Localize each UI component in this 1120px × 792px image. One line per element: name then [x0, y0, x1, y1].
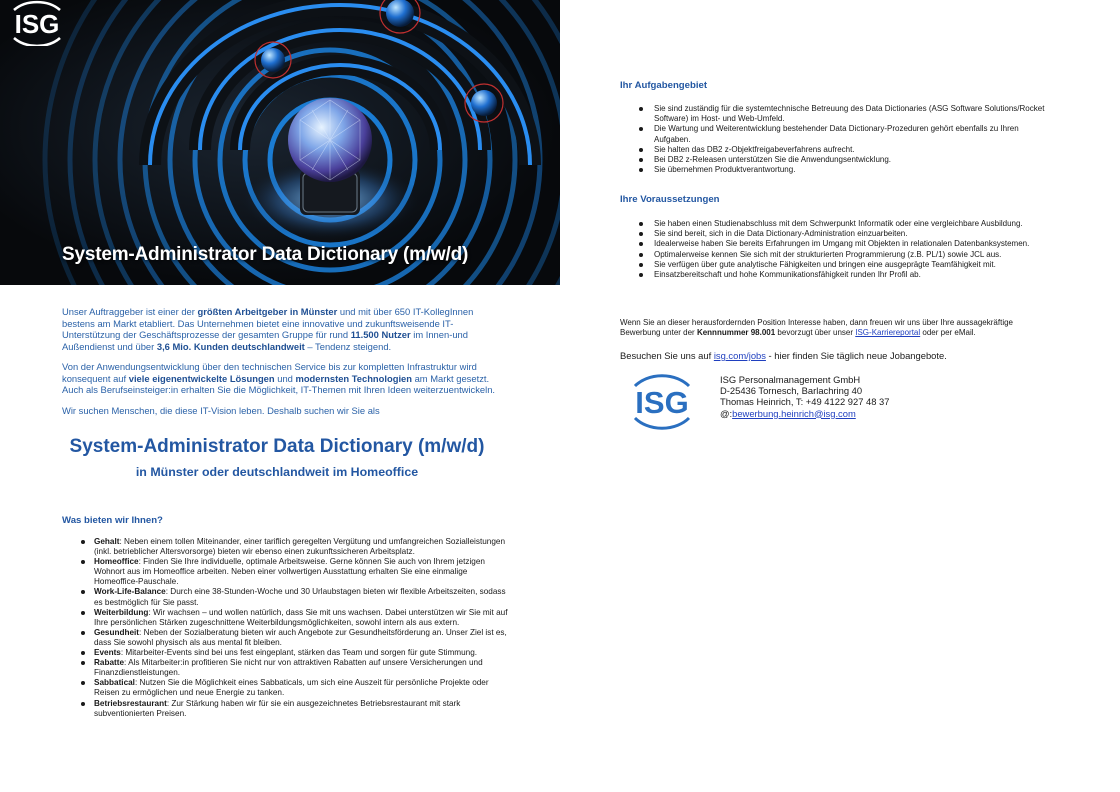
benefit-text: : Wir wachsen – und wollen natürlich, dass Sie mit uns wachsen. Dabei unterstützen wir Sie mit auf Ihre persönlichen Stärken zugeschnittene Weiterbildungsmöglichkeiten, sowohl intern als aus extern.	[94, 607, 508, 627]
benefit-label: Rabatte	[94, 658, 125, 668]
benefit-label: Homeoffice	[94, 557, 139, 567]
contact-email-link[interactable]: bewerbung.heinrich@isg.com	[732, 407, 856, 419]
benefit-text: : Als Mitarbeiter:in profitieren Sie nicht nur von attraktiven Rabatten auf unsere Versicherungen und Finanzdienstleistungen.	[94, 658, 483, 678]
highlight-text: viele eigenentwickelte Lösungen	[128, 372, 275, 384]
requirement-item: Idealerweise haben Sie bereits Erfahrungen im Umgang mit Objekten in relationalen Datenbanksystemen.	[638, 239, 1053, 249]
isg-logo-white	[0, 0, 74, 46]
intro-paragraph-2	[62, 361, 507, 396]
highlight-text: modernsten Technologien	[295, 372, 412, 384]
benefit-text: : Durch eine 38-Stunden-Woche und 30 Urlaubstagen bieten wir flexible Arbeitszeiten, sodass es bestmöglich für Sie passt.	[94, 587, 506, 607]
benefit-text: : Mitarbeiter-Events sind bei uns fest eingeplant, stärken das Team und sorgen für gute Stimmung.	[120, 648, 478, 658]
benefit-item	[80, 557, 510, 587]
contact-company: ISG Personalmanagement GmbH	[720, 374, 861, 385]
benefit-item	[80, 537, 510, 557]
benefit-text: : Finden Sie Ihre individuelle, optimale Arbeitsweise. Gerne können Sie auch von Ihrem jetzigen Wohnort aus im Homeoffice arbeiten. Neben einer vollwertigen Ausstattung erhalten Sie eine einmalige Homeoffice-Pauschale.	[94, 557, 485, 587]
highlight-text: 11.500 Nutzer	[350, 329, 411, 341]
requirement-item: Sie verfügen über gute analytische Fähigkeiten und bringen eine ausgeprägte Teamfähigkeit mit.	[638, 260, 1053, 270]
contact-email-line	[720, 408, 889, 419]
benefit-text: : Nutzen Sie die Möglichkeit eines Sabbaticals, um sich eine Auszeit für persönliche Projekte oder Reisen zu ermöglichen und neue Energie zu tanken.	[94, 678, 489, 698]
paragraph-text: und	[274, 372, 296, 384]
task-item: Sie halten das DB2 z-Objektfreigabeverfahrens aufrecht.	[638, 145, 1053, 155]
task-item: Sie sind zuständig für die systemtechnische Betreuung des Data Dictionaries (ASG Software Solutions/Rocket Software) im Host- und Web-Umfeld.	[638, 104, 1053, 124]
contact-block	[720, 374, 889, 419]
paragraph-text: im Innen-und Außendienst und über	[62, 329, 468, 352]
intro-paragraph-1	[62, 306, 507, 352]
requirement-item: Sie sind bereit, sich in die Data Dictionary-Administration einzuarbeiten.	[638, 229, 1053, 239]
visit-text-pre: Besuchen Sie uns auf	[620, 350, 714, 361]
benefit-label: Sabbatical	[94, 678, 135, 688]
contact-person: Thomas Heinrich, T: +49 4122 927 48 37	[720, 396, 890, 408]
closing-text-pre: Wenn Sie an dieser herausfordernden Position Interesse haben, dann freuen wir uns über Ihre aussagekräftige Bewerbung unter der	[620, 318, 1013, 338]
highlight-text: 3,6 Mio. Kunden deutschlandweit	[156, 340, 305, 352]
task-item: Bei DB2 z-Releasen unterstützen Sie die Anwendungsentwicklung.	[638, 155, 1053, 165]
hero-banner	[0, 0, 560, 285]
benefit-label: Gehalt	[94, 537, 120, 546]
requirements-list	[638, 219, 1053, 280]
paragraph-text: Von der Anwendungsentwicklung über den technischen Service bis zur kompletten Infrastruktur wird konsequent auf	[62, 361, 477, 384]
benefit-label: Betriebsrestaurant	[94, 698, 167, 708]
benefit-item	[80, 678, 510, 698]
career-portal-link[interactable]: ISG-Karriereportal	[855, 328, 921, 338]
logo-text: ISG	[14, 9, 60, 39]
email-prefix: @:	[720, 407, 733, 419]
benefit-item	[80, 699, 510, 719]
task-item: Sie übernehmen Produktverantwortung.	[638, 165, 1053, 175]
task-item: Die Wartung und Weiterentwicklung bestehender Data Dictionary-Prozeduren gehört ebenfalls zu Ihren Aufgaben.	[638, 124, 1053, 144]
contact-address: D-25436 Tornesch, Barlachring 40	[720, 385, 863, 397]
requirements-heading: Ihre Voraussetzungen	[620, 194, 720, 205]
hero-artwork	[0, 0, 560, 285]
requirement-item: Einsatzbereitschaft und hohe Kommunikationsfähigkeit runden Ihr Profil ab.	[638, 270, 1053, 280]
benefit-label: Weiterbildung	[94, 607, 149, 617]
visit-text-post: - hier finden Sie täglich neue Jobangebote.	[765, 350, 947, 361]
highlight-text: größten Arbeitgeber in Münster	[197, 306, 338, 317]
benefit-item	[80, 628, 510, 648]
benefit-label: Gesundheit	[94, 627, 140, 637]
benefit-item	[80, 587, 510, 607]
paragraph-text: am Markt gesetzt. Auch als Berufseinsteiger:in erhalten Sie die Möglichkeit, IT-Themen mit Ihren Ideen weiterzuentwickeln.	[62, 372, 496, 396]
paragraph-text: Unser Auftraggeber ist einer der	[62, 306, 198, 317]
job-title: System-Administrator Data Dictionary (m/w/d)	[69, 436, 485, 457]
benefits-heading: Was bieten wir Ihnen?	[62, 515, 163, 526]
paragraph-text: – Tendenz steigend.	[304, 340, 392, 352]
requirement-item: Optimalerweise kennen Sie sich mit der strukturierten Programmierung (z.B. PL/1) sowie JCL aus.	[638, 250, 1053, 260]
benefit-text: : Neben einem tollen Miteinander, einer tariflich geregelten Vergütung und umfangreichen Sozialleistungen (inkl. betrieblicher Altersvorsorge) bieten wir ebenso einen zukunftssicheren Arbeitsplatz.	[94, 537, 505, 557]
closing-text-post: oder per eMail.	[920, 328, 976, 338]
closing-text-mid: bevorzugt über unser	[775, 328, 856, 338]
paragraph-text: und mit über 650 IT-KollegInnen bestens am Markt etabliert. Das Unternehmen bietet eine innovative und zukunftsweisende IT-Unterstützung der Geschäftsprozesse der gesamten Gruppe für rund	[62, 306, 474, 341]
benefit-item	[80, 608, 510, 628]
benefit-label: Work-Life-Balance	[94, 587, 166, 597]
benefit-item	[80, 648, 510, 658]
requirement-item: Sie haben einen Studienabschluss mit dem Schwerpunkt Informatik oder eine vergleichbare Ausbildung.	[638, 219, 1053, 229]
application-paragraph	[620, 318, 1050, 338]
tasks-list	[638, 104, 1053, 175]
tasks-heading: Ihr Aufgabengebiet	[620, 80, 708, 91]
jobs-link[interactable]: isg.com/jobs	[713, 350, 766, 361]
isg-logo-blue	[619, 372, 705, 430]
job-location: in Münster oder deutschlandweit im Homeoffice	[135, 465, 419, 479]
visit-line	[620, 350, 947, 361]
benefits-list	[80, 537, 510, 719]
benefit-text: : Zur Stärkung haben wir für sie ein ausgezeichnetes Betriebsrestaurant mit stark subventionierten Preisen.	[94, 698, 461, 718]
benefit-text: : Neben der Sozialberatung bieten wir auch Angebote zur Gesundheitsförderung an. Unser Ziel ist es, dass Sie sowohl physisch als aus mental fit bleiben.	[94, 627, 507, 647]
reference-number: Kennnummer 98.001	[696, 328, 776, 338]
logo-text: ISG	[635, 385, 689, 420]
intro-paragraph-3: Wir suchen Menschen, die diese IT-Vision leben. Deshalb suchen wir Sie als	[62, 405, 380, 416]
benefit-item	[80, 658, 510, 678]
benefit-label: Events	[94, 648, 121, 658]
hero-title: System-Administrator Data Dictionary (m/w/d)	[62, 244, 469, 265]
